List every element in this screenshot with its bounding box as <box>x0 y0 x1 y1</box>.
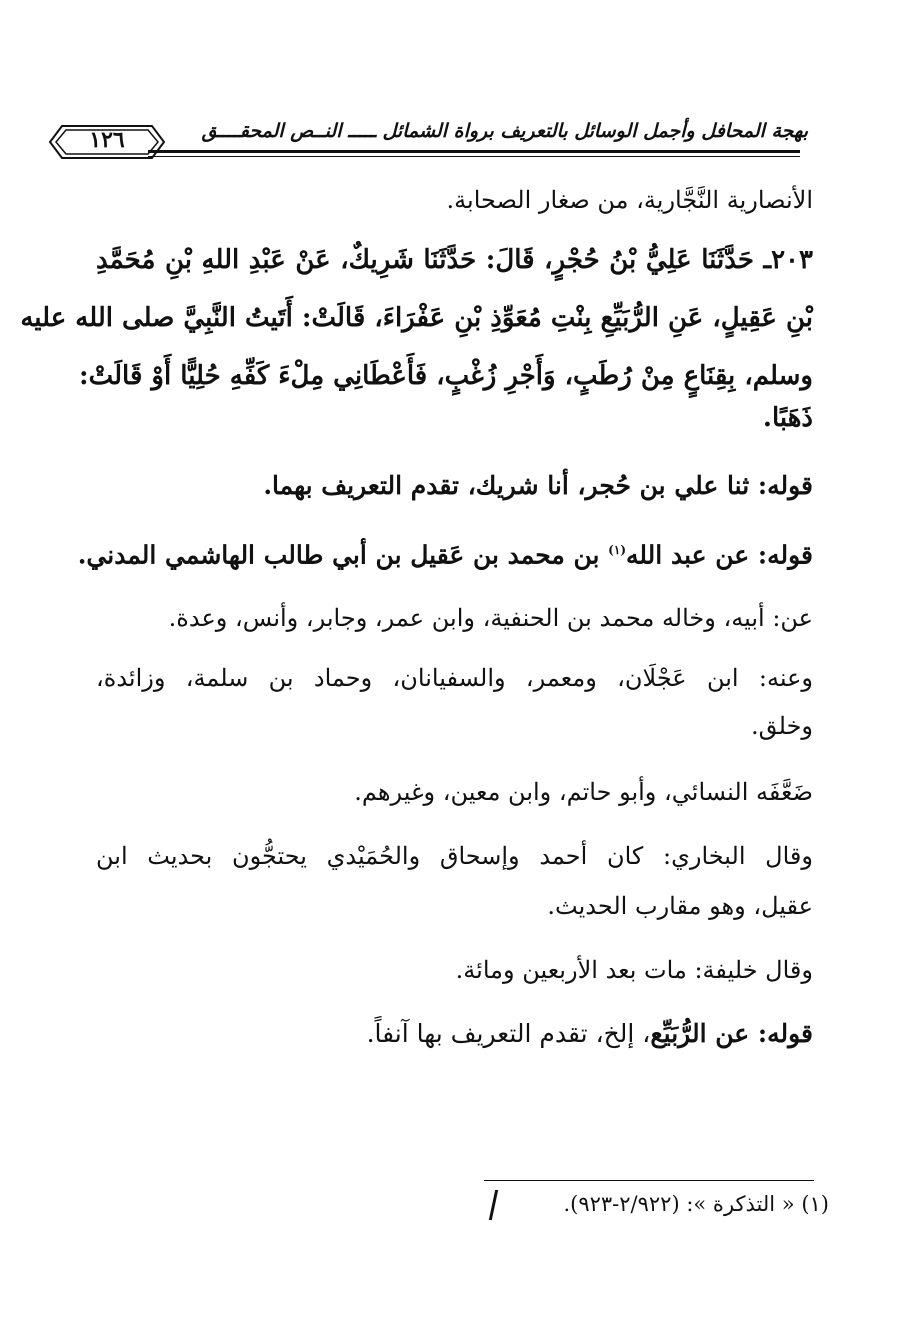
text-line-daaf: ضَعَّفَه النسائي، وأبو حاتم، وابن معين، وغيرهم. <box>354 778 813 806</box>
qawl-2-rest: بن محمد بن عَقيل بن أبي طالب الهاشمي المدني. <box>77 540 609 570</box>
text-line-bukhari-2: عقيل، وهو مقارب الحديث. <box>547 892 813 920</box>
footnote: (١) « التذكرة »: (٢/٩٢٢-٩٢٣). <box>563 1192 829 1216</box>
footnote-rule <box>484 1180 814 1181</box>
text-line-intro: الأنصارية النَّجَّارية، من صغار الصحابة. <box>446 186 813 214</box>
header-rule-thin <box>148 156 800 157</box>
qawl-2-lead: قوله: عن عبد الله <box>626 540 813 570</box>
running-title: بهجة المحافل وأجمل الوسائل بالتعريف برواة الشمائل ـــــ النــص المحقــــق <box>201 120 808 142</box>
hadith-line-4: ذَهَبًا. <box>762 403 813 433</box>
text-line-bukhari-1: وقال البخاري: كان أحمد وإسحاق والحُمَيْدي يحتجُّون بحديث ابن <box>96 842 813 870</box>
hadith-line-2: بْنِ عَقِيلٍ، عَنِ الرُّبَيِّعِ بِنْتِ مُعَوِّذِ بْنِ عَفْرَاءَ، قَالَتْ: أَتَيتُ النَّبِيَّ صلى الله عليه <box>20 303 813 333</box>
footnote-mark <box>489 1190 498 1220</box>
hadith-line-3: وسلم، بِقِنَاعٍ مِنْ رُطَبٍ، وَأَجْرِ زُغْبٍ، فَأَعْطَانِي مِلْءَ كَفِّهِ حُلِيًّا أَوْ قَالَتْ: <box>78 361 813 391</box>
hadith-line-1: ٢٠٣ـ حَدَّثَنَا عَلِيُّ بْنُ حُجْرٍ، قَالَ: حَدَّثَنَا شَرِيكٌ، عَنْ عَبْدِ اللهِ بْنِ مُحَمَّدِ <box>96 245 813 275</box>
header-rule-thick <box>148 150 800 153</box>
qawl-line-3 <box>367 1018 813 1050</box>
qawl-3-rest: ، إلخ، تقدم التعريف بها آنفاً. <box>366 1019 651 1048</box>
footnote-ref: (١) <box>608 543 626 557</box>
text-line-khalifa: وقال خليفة: مات بعد الأربعين ومائة. <box>455 956 813 984</box>
qawl-line-1: قوله: ثنا علي بن حُجر، أنا شريك، تقدم التعريف بهما. <box>263 471 813 500</box>
text-line-anhu-1: وعنه: ابن عَجْلَان، ومعمر، والسفيانان، وحماد بن سلمة، وزائدة، <box>96 664 813 692</box>
qawl-line-2 <box>78 534 813 571</box>
text-line-an: عن: أبيه، وخاله محمد بن الحنفية، وابن عمر، وجابر، وأنس، وعدة. <box>168 604 813 632</box>
text-line-anhu-2: وخلق. <box>750 712 813 740</box>
page-number-badge <box>48 124 166 160</box>
qawl-3-lead: قوله: عن الرُّبَيِّع <box>650 1019 813 1048</box>
page-number: ١٢٦ <box>89 127 125 153</box>
